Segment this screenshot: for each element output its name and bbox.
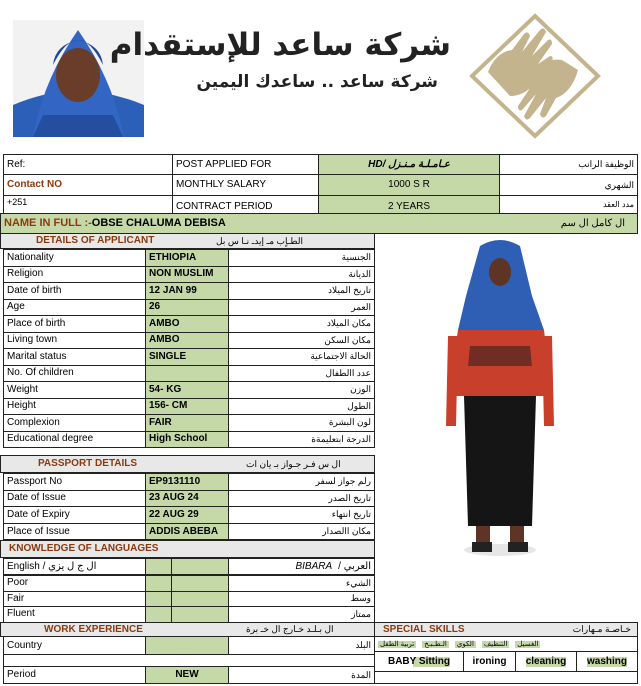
company-slogan-ar: شركة ساعد .. ساعدك اليمين [196,72,438,92]
skill-ar-5: تربية الطفل [380,640,415,648]
applicant-label: Marital status [3,348,146,366]
language-cell-1 [145,606,172,623]
english-label: English / ال ج ل يزي [3,558,146,575]
applicant-title: DETAILS OF APPLICANT [36,235,155,246]
passport-label: Date of Issue [3,490,146,508]
passport-label: Date of Expiry [3,506,146,524]
applicant-label-ar: الجنسية [228,249,375,267]
skills-section [374,622,638,637]
language-cell-2 [171,575,229,592]
work-title: WORK EXPERIENCE [44,623,143,635]
work-section [0,622,375,637]
language-level-label-ar: وسط [228,591,375,608]
applicant-value: 156- CM [145,398,229,416]
applicant-label-ar: مكان الميلاد [228,315,375,333]
applicant-label: Educational degree [3,431,146,449]
post-label: POST APPLIED FOR [172,154,319,175]
applicant-label-ar: عدد االطفال [228,365,375,383]
applicant-label-ar: العمر [228,299,375,317]
skills-title: SPECIAL SKILLS [383,623,465,635]
period-label-ar: المدة [228,666,375,684]
language-level-label-ar: الشيء [228,575,375,592]
language-cell-1 [145,575,172,592]
applicant-label: Living town [3,332,146,350]
arabic-language-row [228,558,375,575]
applicant-label: Place of birth [3,315,146,333]
contract-label: CONTRACT PERIOD [172,195,319,214]
languages-section [0,540,375,558]
country-value [145,636,229,655]
salary-label: MONTHLY SALARY [172,174,319,196]
passport-label-ar: مكان االصدار [228,523,375,541]
period-value: NEW [145,666,229,684]
skills-ar-row [374,636,638,652]
skill-ar-3: الكوي [456,640,474,648]
applicant-value: FAIR [145,414,229,432]
applicant-value: SINGLE [145,348,229,366]
applicant-title-ar: الطـاٍب مـ إيدـ نـا س بل [216,235,303,246]
passport-label: Passport No [3,473,146,491]
passport-label-ar: تاريخ الصدر [228,490,375,508]
applicant-label-ar: مكان السكن [228,332,375,350]
applicant-label-ar: الوزن [228,381,375,399]
language-cell-1 [145,591,172,608]
skill-ironing: ironing [463,651,516,672]
work-title-ar: ال بـلـد خـارج ال خـ برة [246,624,334,634]
applicant-value: 12 JAN 99 [145,282,229,300]
applicant-label-ar: الطول [228,398,375,416]
full-name: OBSE CHALUMA DEBISA [91,217,226,229]
applicant-label-ar: لون البشرة [228,414,375,432]
passport-label-ar: تاريخ انتهاء [228,506,375,524]
applicant-label-ar: الديانة [228,266,375,284]
passport-section [0,455,375,473]
applicant-section [0,233,375,249]
applicant-value: ETHIOPIA [145,249,229,267]
applicant-label: Religion [3,266,146,284]
contract-label-ar: مدد العقد [499,195,638,214]
passport-value: ADDIS ABEBA [145,523,229,541]
skills-title-ar: خـاصـة مـهارات [572,624,631,634]
passport-value: 22 AUG 29 [145,506,229,524]
full-body-photo [440,236,560,564]
language-level-label: Poor [3,575,146,592]
applicant-value: High School [145,431,229,449]
language-cell-2 [171,606,229,623]
passport-value: EP9131110 [145,473,229,491]
hands-logo-icon [468,12,602,140]
applicant-value: AMBO [145,315,229,333]
skill-ar-1: الغسيل [517,640,539,648]
arabic-label: العربي / [338,560,371,572]
name-label-ar: ال كامل ال سم [560,217,625,229]
skill-cleaning-label: cleaning [525,655,567,667]
skill-washing-label: washing [586,655,627,667]
skills-blank [374,671,638,684]
company-name-ar: شركة ساعد للإستقدام [109,27,451,63]
arabic-value: BIBARA [295,560,333,572]
contract-value: 2 YEARS [318,195,500,214]
contact-label: Contact NO [3,174,173,196]
post-value: HD/ عـامـلـة مـنـزل [318,154,500,175]
passport-title-ar: ال س فـر جـواز بـ يان ات [246,458,341,469]
name-row [0,213,638,234]
applicant-label: Date of birth [3,282,146,300]
applicant-label-ar: تاريخ الميلاد [228,282,375,300]
applicant-label-ar: الحالة الاجتماعية [228,348,375,366]
applicant-label: Weight [3,381,146,399]
applicant-value: AMBO [145,332,229,350]
applicant-label: Height [3,398,146,416]
language-level-label: Fair [3,591,146,608]
country-label: Country [3,636,146,655]
skill-cleaning [515,651,577,672]
language-level-label: Fluent [3,606,146,623]
skill-baby-sitting [374,651,464,672]
salary-value: 1000 S R [318,174,500,196]
phone-prefix: +251 [7,197,28,207]
applicant-label: Complexion [3,414,146,432]
contact-value [3,195,173,214]
applicant-value: 54- KG [145,381,229,399]
applicant-value [145,365,229,383]
passport-value: 23 AUG 24 [145,490,229,508]
ref-label: Ref: [3,154,173,175]
salary-label-ar: الشهري [499,174,638,196]
english-cell-2 [171,558,229,575]
applicant-value: 26 [145,299,229,317]
passport-title: PASSPORT DETAILS [38,458,138,469]
applicant-value: NON MUSLIM [145,266,229,284]
period-label: Period [3,666,146,684]
language-level-label-ar: ممتاز [228,606,375,623]
passport-label-ar: رلم جواز لسفر [228,473,375,491]
applicant-label: Nationality [3,249,146,267]
name-label: NAME IN FULL :- [4,217,92,229]
passport-label: Place of Issue [3,523,146,541]
applicant-label-ar: الدرجة ابتعليمةة [228,431,375,449]
skill-ar-2: التنظيف [483,640,508,648]
applicant-label: No. Of children [3,365,146,383]
post-label-ar: الوظيفة الرانب [499,154,638,175]
applicant-label: Age [3,299,146,317]
english-cell-1 [145,558,172,575]
skill-ar-4: الـطـبـخ [424,640,447,648]
language-cell-2 [171,591,229,608]
country-label-ar: البلد [228,636,375,655]
skill-baby-sitting-label: BABY Sitting [387,655,451,667]
skill-washing [576,651,638,672]
languages-title: KNOWLEDGE OF LANGUAGES [9,543,159,554]
